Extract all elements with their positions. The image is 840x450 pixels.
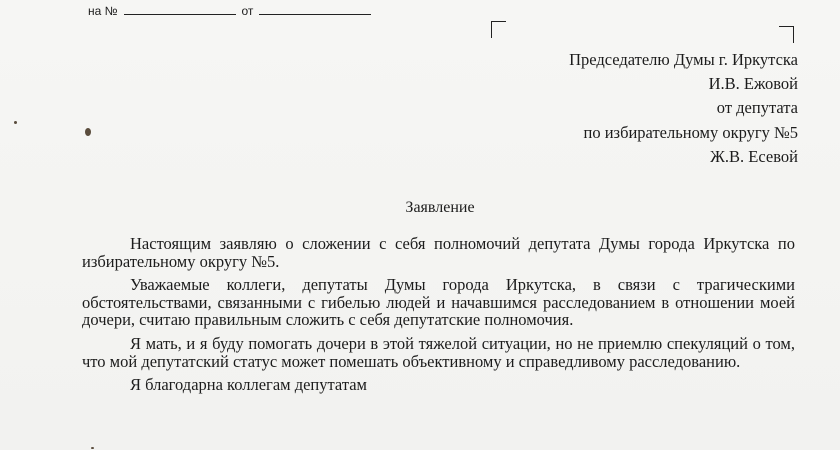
reference-line [88, 4, 371, 18]
addressee-line: И.В. Ежовой [708, 74, 798, 94]
body-paragraph: Я мать, и я буду помогать дочери в этой тяжелой ситуации, но не приемлю спекуляций о том, что мой депутатский статус может помешать объективному и справедливому расследованию. [82, 333, 795, 371]
addressee-block [569, 48, 798, 169]
body-paragraph: Настоящим заявляю о сложении с себя полномочий депутата Думы города Иркутска по избирательному округу №5. [82, 234, 795, 271]
scan-speck [85, 128, 91, 136]
addressee-line: Председателю Думы г. Иркутска [569, 50, 798, 69]
scan-speck [14, 121, 17, 124]
reference-number-label: на № [88, 4, 118, 18]
body-paragraph: Я благодарна коллегам депутатам [130, 375, 367, 395]
addressee-line: от депутата [716, 98, 798, 118]
document-heading: Заявление [405, 199, 475, 216]
addressee-line: по избирательному округу №5 [583, 122, 798, 142]
reference-number-blank [124, 4, 236, 15]
scan-speck [91, 447, 94, 449]
body-paragraph: Уважаемые коллеги, депутаты Думы города Иркутска, в связи с трагическими обстоятельствами, связанными с гибелью людей и начавшимся расследованием в отношении моей дочери, считаю правильным сложить с себя депутатские полномочия. [82, 275, 795, 330]
reference-date-blank [259, 4, 371, 15]
document-body [82, 235, 795, 400]
reference-date-label: от [241, 4, 254, 18]
addressee-line: Ж.В. Есевой [710, 146, 798, 166]
address-bracket-right [779, 26, 794, 43]
address-bracket-left [491, 21, 506, 38]
